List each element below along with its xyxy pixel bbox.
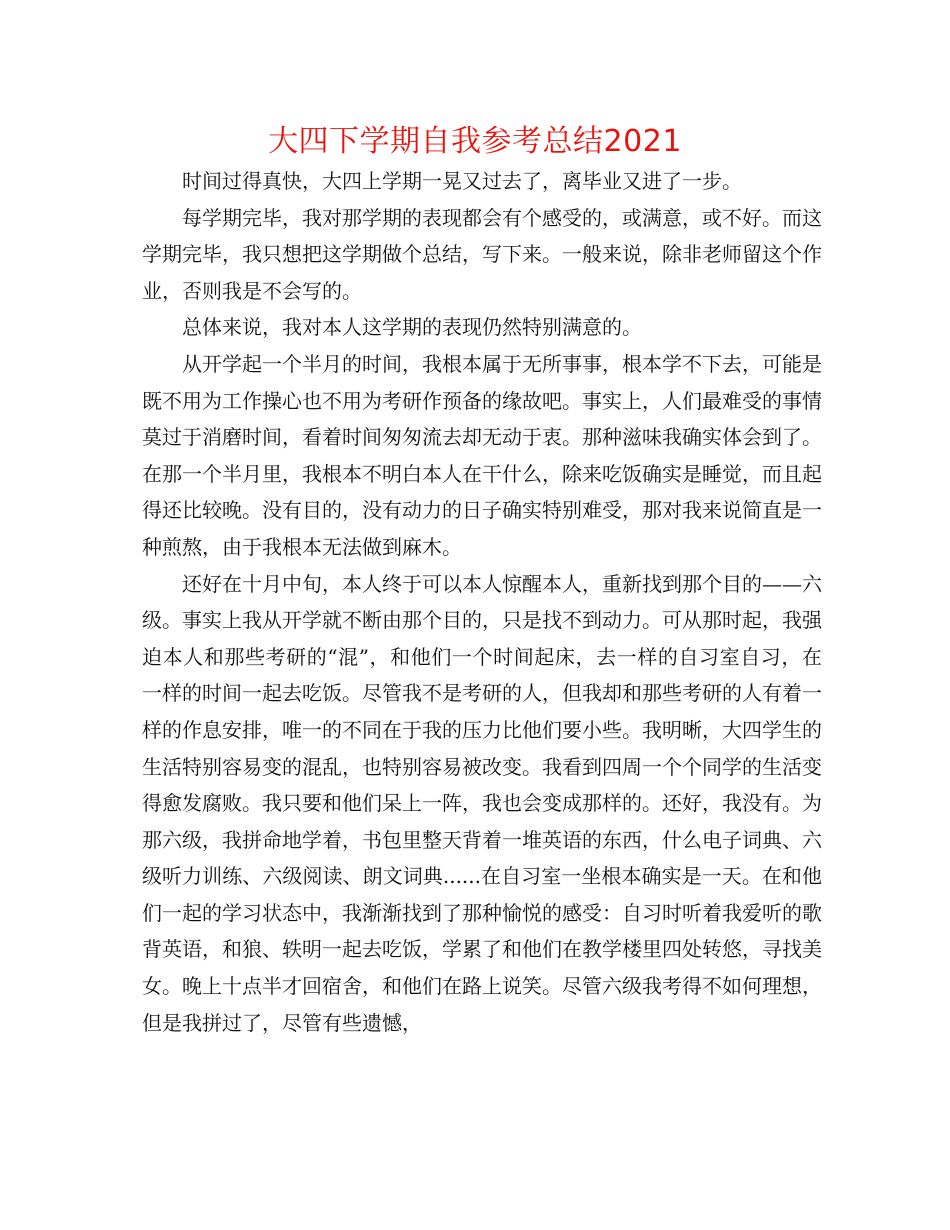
paragraph: 时间过得真快，大四上学期一晃又过去了，离毕业又进了一步。 xyxy=(182,169,742,193)
paragraph: 总体来说，我对本人这学期的表现仍然特别满意的。 xyxy=(182,315,642,340)
document-body xyxy=(142,163,822,1041)
paragraph: 每学期完毕，我对那学期的表现都会有个感受的，或满意，或不好。而这学期完毕，我只想把这学期做个总结，写下来。一般来说，除非老师留这个作业，否则我是不会写的。 xyxy=(142,205,822,303)
paragraph: 还好在十月中旬，本人终于可以本人惊醒本人，重新找到那个目的——六级。事实上我从开学就不断由那个目的，只是找不到动力。可从那时起，我强迫本人和那些考研的“混”，和他们一个时间起床，去一样的自习室自习，在一样的时间一起去吃饭。尽管我不是考研的人，但我却和那些考研的人有着一样的作息安排，唯一的不同在于我的压力比他们要小些。我明晰，大四学生的生活特别容易变的混乱，也特别容易被改变。我看到四周一个个同学的生活变得愈发腐败。我只要和他们呆上一阵，我也会变成那样的。还好，我没有。为那六级，我拼命地学着，书包里整天背着一堆英语的东西，什么电子词典、六级听力训练、六级阅读、朗文词典......在自习室一坐根本确实是一天。在和他们一起的学习状态中，我渐渐找到了那种愉悦的感受：自习时听着我爱听的歌背英语，和狼、轶明一起去吃饭，学累了和他们在教学楼里四处转悠，寻找美女。晚上十点半才回宿舍，和他们在路上说笑。尽管六级我考得不如何理想，但是我拼过了，尽管有些遗憾， xyxy=(142,571,822,1035)
document-title: 大四下学期自我参考总结2021 xyxy=(268,124,682,159)
paragraph: 从开学起一个半月的时间，我根本属于无所事事，根本学不下去，可能是既不用为工作操心也不用为考研作预备的缘故吧。事实上，人们最难受的事情莫过于消磨时间，看着时间匆匆流去却无动于衷。那种滋味我确实体会到了。在那一个半月里，我根本不明白本人在干什么，除来吃饭确实是睡觉，而且起得还比较晚。没有目的，没有动力的日子确实特别难受，那对我来说简直是一种煎熬，由于我根本无法做到麻木。 xyxy=(142,351,822,559)
